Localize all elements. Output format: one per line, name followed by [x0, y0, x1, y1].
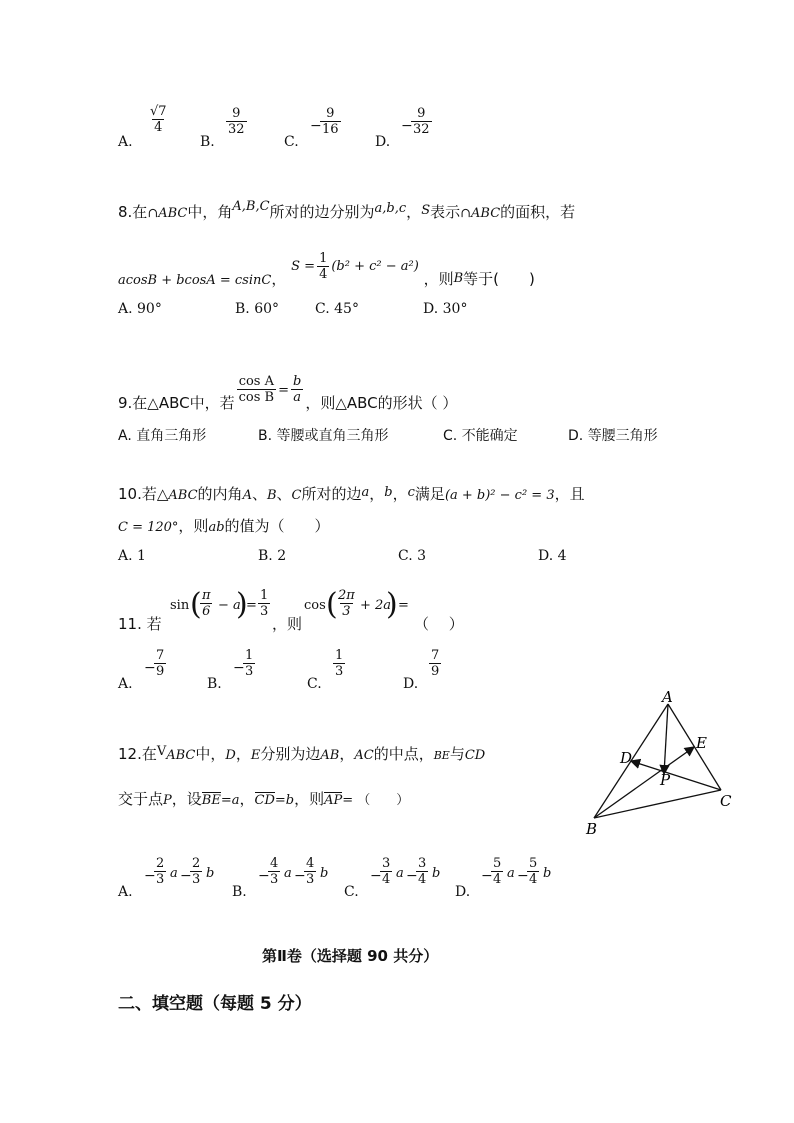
exam-page: A. $\frac{√7}{4}$ B. $\frac{9}{32}$ C. − $\frac{9}{16}$ D. − $\frac{9}{32}$ 8.在∩ABC中，角A,B,C所对的边分别为a,b,c，S表示∩ABC的面积，若 acosB + bcosA = csinC， S = $\frac{1}{4}$ (b² + c² − a²) ，则B等于( ) A. 90° B. 60° C. 45° D. 30° 9.在△ABC中，若 $\frac{\text{cos A}}{\text{cos B}}$ = $\frac{b}{a}$ ，则△ABC的形状（ ） A. 直角三角形 B. 等腰或直角三角形 C. 不能确定 D. 等腰三角形 10.若△ABC的内角A、B、C所对的边a，b，c满足(a + b)² − c² = 3，且 C = 120°，则ab的值为（ ） A. 1 B. 2 C. 3 D. 4 11. 若 sin ( $\frac{\pi}{6}$ − a ) = $\frac{1}{3}$ ，则 cos ( $\frac{2\pi}{3}$ + 2a ) = （ ） A. − $\frac{7}{9}$ B. − $\frac{1}{3}$ C. $\frac{1}{3}$ D. $\frac{7}{9}$ 12.在VABC中，D，E分别为边AB，AC的中点，BE与CD 交于点P，设BE=a，CD=b，则AP= （ ） A B C D E P A. − $\frac{2}{3}$ a − $\frac{2}{3}$ b B. − $\frac{4}{3}$ a − $\frac{4}{3}$ b C. − $\frac{3}{4}$ a − $\frac{3}{4}$ b D. − $\frac{5}{4}$ a − $\frac{5}{4}$ b 第Ⅱ卷（选择题 90 共分） 二、填空题（每题 5 分）	[0, 0, 794, 1123]
q10-stem-line2: C = 120°，则ab的值为（ ）	[118, 517, 330, 535]
q10-option-d: D. 4	[538, 548, 567, 564]
q12-stem-line1: 12.在VABC中，D，E分别为边AB，AC的中点，BE与CD	[118, 744, 486, 763]
label-c: C	[720, 792, 732, 810]
q9-cos-fraction: $\frac{\text{cos A}}{\text{cos B}}$	[238, 374, 275, 405]
q10-option-b: B. 2	[258, 548, 287, 564]
side-ac	[668, 704, 721, 790]
segment-cd	[631, 761, 721, 790]
q10-option-a: A. 1	[118, 548, 146, 564]
fill-in-section-heading: 二、填空题（每题 5 分）	[118, 994, 312, 1014]
q9-option-a: A. 直角三角形	[118, 428, 207, 444]
q10-stem-line1: 10.若△ABC的内角A、B、C所对的边a，b，c满足(a + b)² − c² = 3，且	[118, 485, 585, 503]
q9-option-b: B. 等腰或直角三角形	[258, 428, 389, 444]
segment-ap	[664, 704, 668, 774]
q9-option-c: C. 不能确定	[443, 428, 518, 444]
q8-option-d: D. 30°	[423, 301, 468, 317]
label-p: P	[660, 771, 671, 789]
label-e: E	[696, 734, 707, 752]
q10-option-c: C. 3	[398, 548, 427, 564]
q8-option-a: A. 90°	[118, 301, 162, 317]
q9-option-d: D. 等腰三角形	[568, 428, 658, 444]
q8-stem-line2: acosB + bcosA = csinC， S = $\frac{1}{4}$ (b² + c² − a²) ，则B等于( )	[118, 251, 535, 288]
q7-option-a-fraction: $\frac{√7}{4}$	[150, 104, 167, 135]
label-b: B	[586, 820, 598, 838]
q8-option-b: B. 60°	[235, 301, 280, 317]
volume-two-heading: 第Ⅱ卷（选择题 90 共分）	[262, 947, 439, 965]
q8-stem-line1: 8.在∩ABC中，角A,B,C所对的边分别为a,b,c，S表示∩ABC的面积，若	[118, 199, 576, 221]
label-d: D	[620, 749, 633, 767]
label-a: A	[662, 690, 673, 706]
q9-stem: 9.在△ABC中，若 $\frac{\text{cos A}}{\text{cos B}}$ = $\frac{b}{a}$ ，则△ABC的形状（ ）	[118, 374, 458, 412]
q12-stem-line2: 交于点P，设BE=a，CD=b，则AP= （ ）	[118, 790, 410, 808]
q12-triangle-figure	[580, 690, 740, 840]
q8-option-c: C. 45°	[315, 301, 359, 317]
